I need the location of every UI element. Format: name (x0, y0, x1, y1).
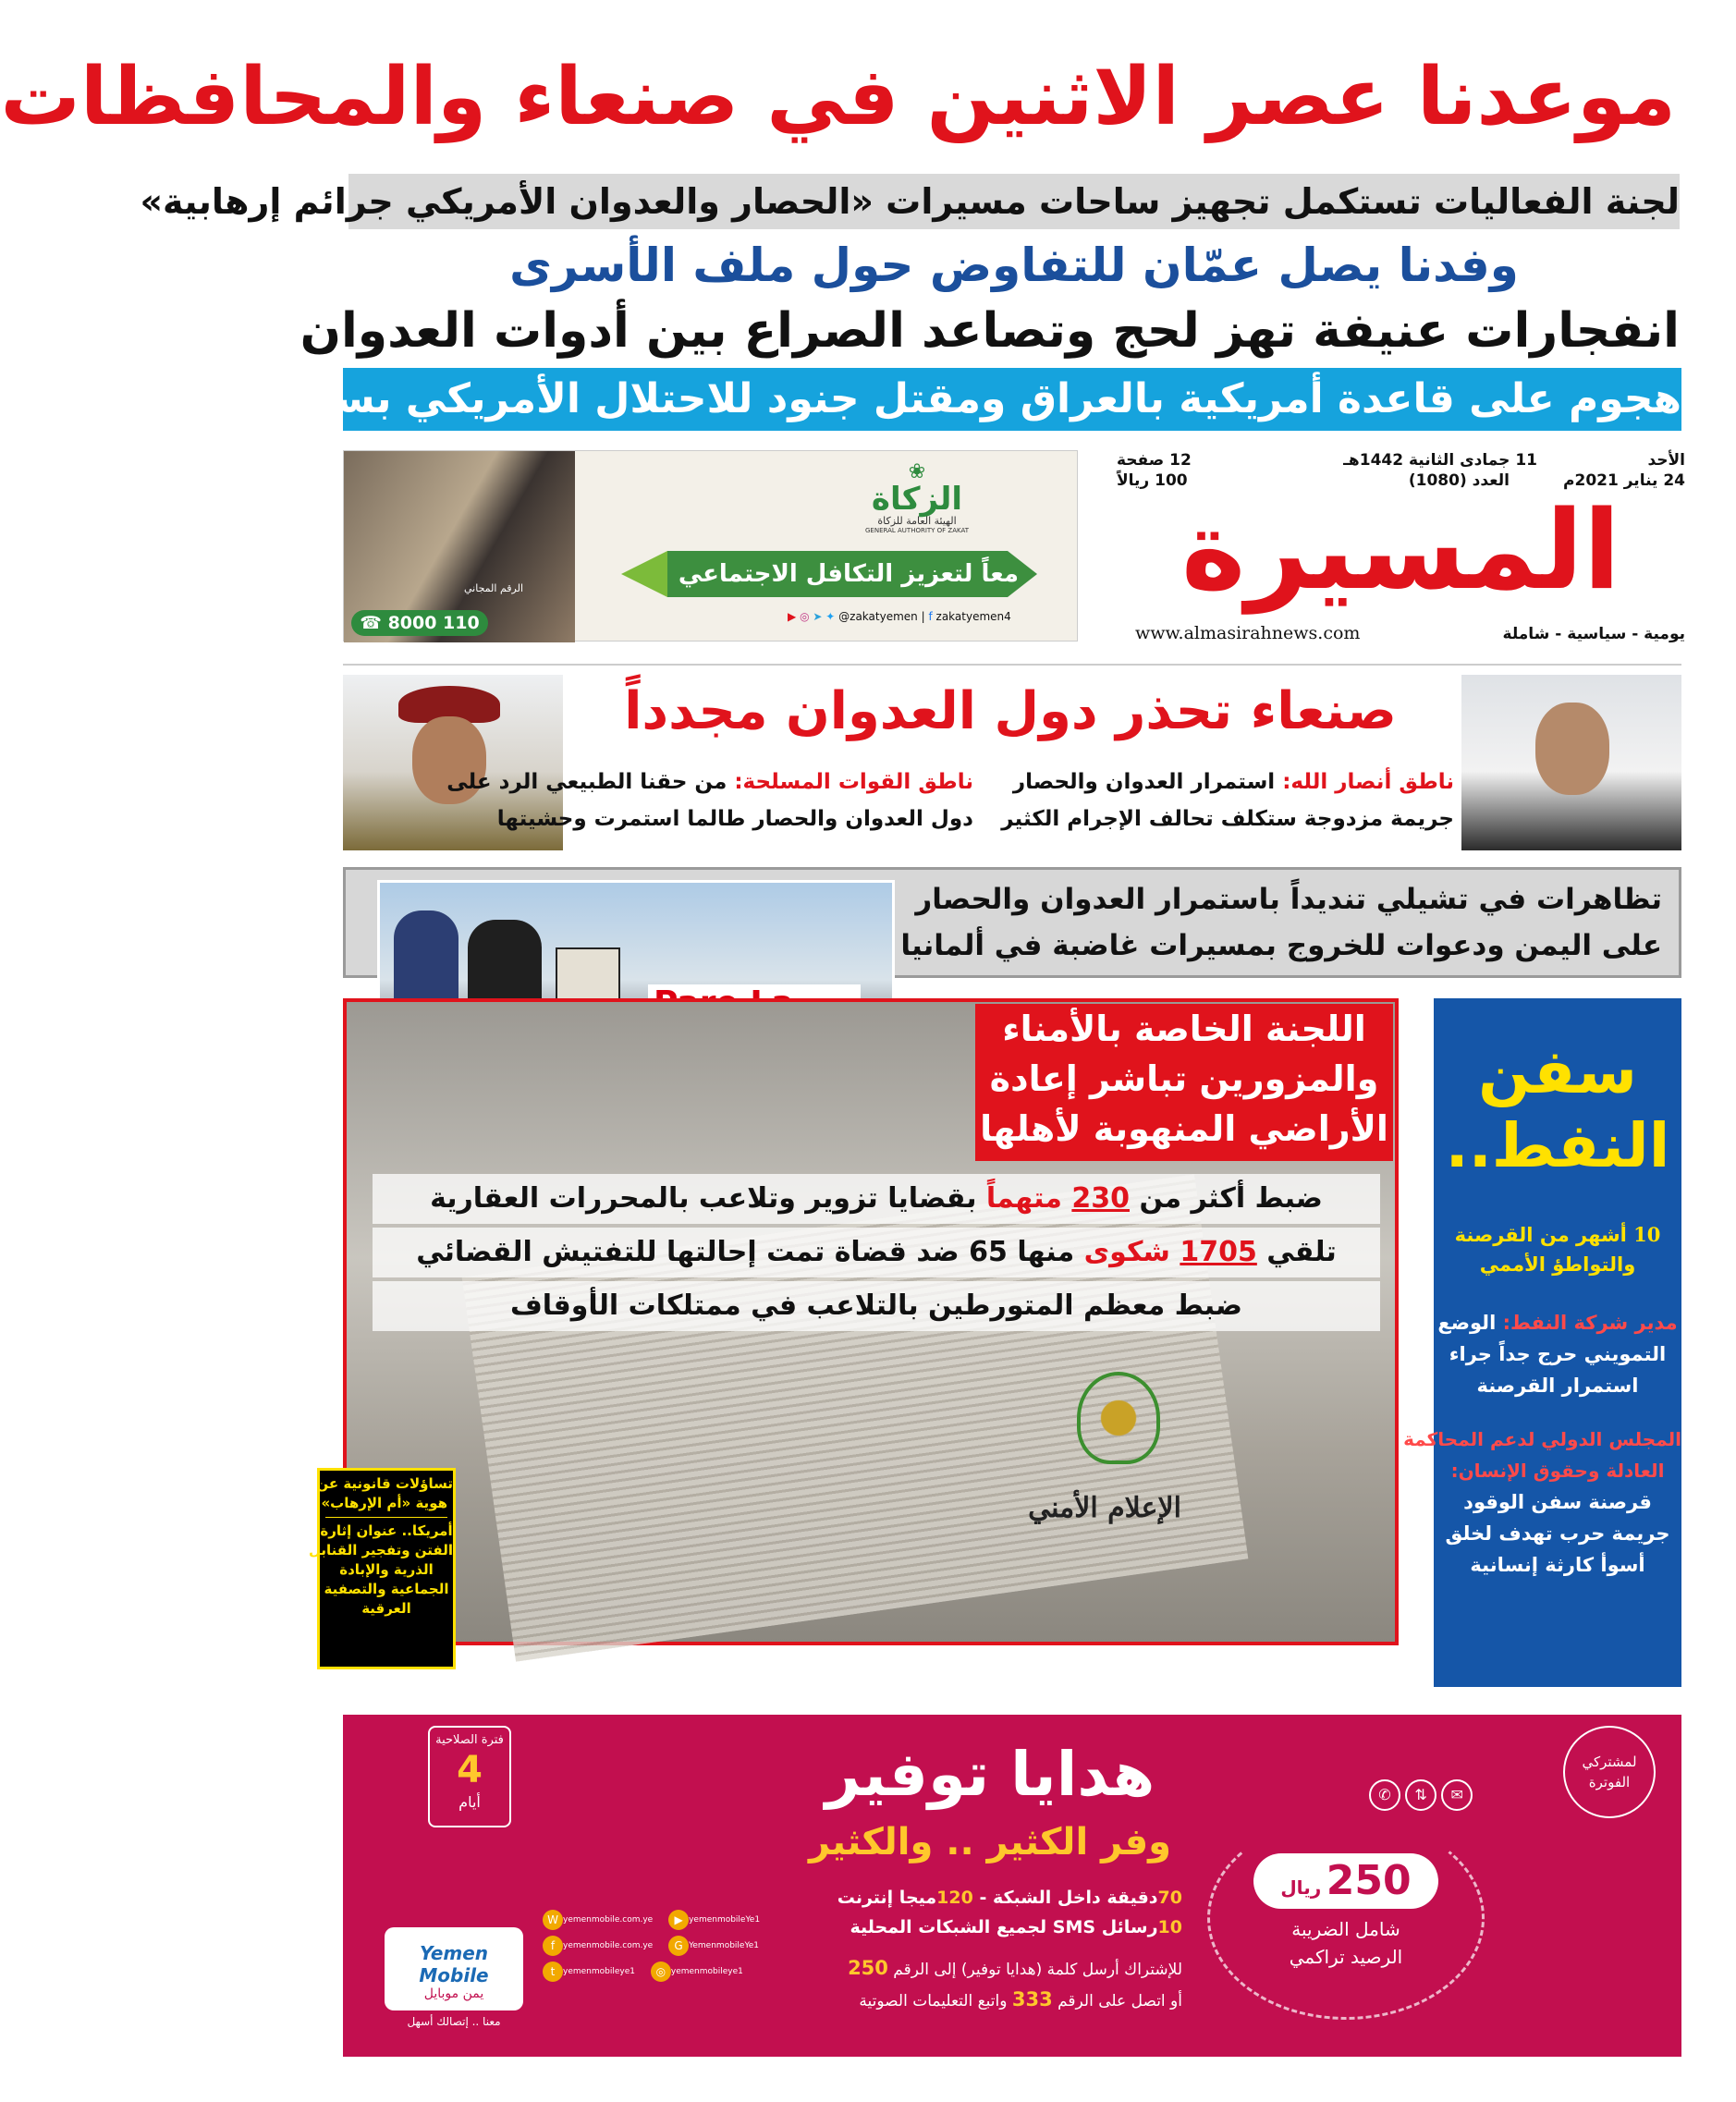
committee-bullet-1 (373, 1174, 1380, 1224)
yemen-mobile-logo (385, 1927, 523, 2010)
masthead-date-hijri: 11 جمادى الثانية 1442هـ (1343, 451, 1537, 470)
yellow-q2: هوية «أم الإرهاب» (325, 1494, 447, 1518)
oil-s3-label2: العادلة وحقوق الإنسان: (1450, 1460, 1665, 1482)
subheadline-explosions: انفجارات عنيفة تهز لحج وتصاعد الصراع بين أدوات العدوان (300, 303, 1680, 359)
website-icon[interactable]: W (543, 1910, 563, 1930)
masthead (1117, 444, 1685, 656)
yellow-a3: الذرية والإبادة (339, 1561, 434, 1578)
committee-title (975, 1004, 1393, 1161)
gplus-icon[interactable]: G (668, 1936, 689, 1956)
oil-sidebar (1403, 998, 1681, 1687)
price-num: 250 (1326, 1857, 1412, 1904)
portrait-right (1461, 675, 1681, 850)
oil-sub-3 (1403, 1424, 1681, 1581)
sub2-num: 333 (1011, 1988, 1053, 2010)
zakat-logo-text: الزكاة (871, 481, 963, 518)
sanaa-left-label: ناطق القوات المسلحة: (734, 770, 973, 794)
zakat-free-number-text: 8000 110 (387, 613, 480, 633)
yellow-a4: الجماعية والتصفية (324, 1581, 449, 1597)
ym-title: هدايا توفير (825, 1739, 1155, 1810)
zakat-social-page[interactable]: zakatyemen4 (935, 610, 1011, 623)
yellow-q1: تساؤلات قانونية عن (316, 1475, 453, 1492)
zakat-authority-en: GENERAL AUTHORITY OF ZAKAT (865, 527, 969, 534)
oil-s2-b: التمويني حرج جداً جراء (1449, 1343, 1667, 1365)
validity-label: فترة الصلاحية (435, 1733, 504, 1747)
yellow-a2: الفتن وتفجير القنابل (309, 1542, 453, 1558)
postpaid-line2: الفوترة (1588, 1774, 1631, 1790)
oil-s1-num: 10 (1633, 1223, 1661, 1246)
b1-post: بقضايا تزوير وتلاعب بالمحررات العقارية (430, 1182, 986, 1215)
oil-title-1: سفن (1478, 1036, 1637, 1107)
f2-t: رسائل SMS لجميع الشبكات المحلية (850, 1917, 1158, 1937)
subheadline-committee: لجنة الفعاليات تستكمل تجهيز ساحات مسيرات «الحصار والعدوان الأمريكي جرائم إرهابية» (348, 174, 1680, 229)
b2-num: 1705 (1180, 1236, 1257, 1268)
b2-post: منها 65 ضد قضاة تمت إحالتها للتفتيش القضائي (416, 1236, 1084, 1268)
subheadline-attack: هجوم على قاعدة أمريكية بالعراق ومقتل جنود للاحتلال الأمريكي بسوريا (343, 368, 1681, 431)
sub1-num: 250 (848, 1957, 888, 1979)
security-media-watermark: الإعلام الأمني (1028, 1492, 1181, 1524)
postpaid-circle (1563, 1726, 1656, 1818)
sms-icon[interactable]: ✉ (1441, 1779, 1473, 1811)
chile-line2: على اليمن ودعوات للخروج بمسيرات غاضبة في ألمانيا (900, 929, 1662, 962)
oil-s3-label1: المجلس الدولي لدعم المحاكمة (1403, 1428, 1681, 1450)
link-instagram[interactable]: yemenmobileye1 (670, 1967, 743, 1976)
phone-icon[interactable]: ✆ (1369, 1779, 1400, 1811)
committee-title-2: والمزورين تباشر إعادة (989, 1058, 1379, 1099)
ym-features (720, 1883, 1182, 2016)
price-tax: شامل الضريبة (1291, 1918, 1400, 1940)
f1-n2: 120 (936, 1888, 973, 1908)
main-headline: موعدنا عصر الاثنين في صنعاء والمحافظات (0, 51, 1676, 143)
yemen-mobile-ad[interactable] (343, 1715, 1681, 2057)
f2-n: 10 (1157, 1917, 1182, 1937)
zakat-logo (843, 460, 991, 534)
sanaa-right-label: ناطق أنصار الله: (1282, 770, 1454, 794)
subheadline-delegation: وفدنا يصل عمّان للتفاوض حول ملف الأسرى (509, 238, 1519, 292)
facebook-icon[interactable]: f (543, 1936, 563, 1956)
zakat-socials[interactable]: ▶ ◎ ➤ ✦ @zakatyemen | f zakatyemen4 (788, 610, 1011, 623)
ym-socials[interactable] (537, 1907, 759, 1985)
oil-s2-a: الوضع (1437, 1312, 1503, 1334)
b2-pre: تلقي (1256, 1236, 1337, 1268)
twitter-icon[interactable]: ✦ (825, 610, 836, 623)
masthead-price: 100 ريالاً (1117, 471, 1188, 490)
validity-num: 4 (457, 1749, 483, 1791)
brand-ar: يمن موبايل (423, 1986, 484, 2001)
oil-s1-b: والتواطؤ الأممي (1479, 1253, 1636, 1276)
contact-icons[interactable] (1369, 1779, 1508, 1811)
price-badge (1253, 1853, 1438, 1909)
sanaa-right-text1: استمرار العدوان والحصار (1012, 770, 1283, 794)
ym-subtitle: وفر الكثير .. والكثير (808, 1821, 1172, 1864)
zakat-leaf-icon: ❀ (908, 460, 926, 483)
masthead-pages: 12 صفحة (1117, 451, 1192, 470)
zakat-free-number: ☎ 8000 110 (351, 610, 488, 636)
zakat-ad[interactable] (343, 450, 1078, 642)
sanaa-headline: صنعاء تحذر دول العدوان مجدداً (624, 681, 1397, 741)
divider-line (343, 664, 1681, 666)
facebook-icon[interactable]: f (928, 610, 933, 623)
oil-s2-label: مدير شركة النفط: (1502, 1312, 1678, 1334)
masthead-website: www.almasirahnews.com (1135, 623, 1361, 643)
masthead-logo: المسيرة (1180, 486, 1621, 614)
b1-pre: ضبط أكثر من (1130, 1182, 1323, 1215)
chile-line1: تظاهرات في تشيلي تنديداً باستمرار العدوان والحصار (915, 883, 1662, 916)
masthead-date-greg: 24 يناير 2021م (1563, 471, 1685, 490)
yellow-a5: العرقية (361, 1600, 411, 1617)
youtube-icon[interactable]: ▶ (668, 1910, 689, 1930)
ym-motto: معنا .. إتصالك أسهل (407, 2015, 501, 2028)
sub2-pre: أو اتصل على الرقم (1052, 1992, 1182, 2010)
oil-sub-2 (1434, 1307, 1681, 1401)
telegram-icon[interactable]: ➤ (813, 610, 823, 623)
portrait-right-face (1535, 703, 1609, 795)
link-twitter[interactable]: yemenmobileye1 (563, 1967, 635, 1976)
instagram-icon[interactable]: ◎ (651, 1961, 671, 1982)
price-balance: الرصيد تراكمي (1289, 1946, 1403, 1968)
yellow-sidebar (309, 1468, 456, 1669)
oil-s3-c: أسوأ كارثة إنسانية (1470, 1554, 1645, 1576)
data-icon[interactable]: ⇅ (1405, 1779, 1436, 1811)
oil-title-2: النفط.. (1445, 1110, 1670, 1181)
b1-num: 230 (1071, 1182, 1130, 1215)
sanaa-left-statement (446, 764, 973, 837)
link-website[interactable]: yemenmobile.com.ye (563, 1915, 654, 1925)
committee-title-3: الأراضي المنهوبة لأهلها (980, 1108, 1388, 1149)
masthead-day: الأحد (1647, 451, 1685, 470)
sanaa-right-text2: جريمة مزدوجة ستكلف تحالف الإجرام الكثير (1001, 807, 1454, 831)
oil-s3-a: قرصنة سفن الوقود (1463, 1491, 1652, 1513)
oil-s3-b: جريمة حرب تهدف لخلق (1445, 1522, 1670, 1545)
brand-en: Yemen Mobile (419, 1942, 489, 1986)
postpaid-line1: لمشتركي (1582, 1754, 1637, 1770)
sanaa-right-statement (1001, 764, 1454, 837)
link-youtube[interactable]: yemenmobileYe1 (689, 1915, 761, 1925)
oil-sub-1 (1434, 1220, 1681, 1279)
zakat-authority-ar: الهيئة العامة للزكاة (877, 515, 957, 527)
b1-word: متهماً (985, 1182, 1072, 1215)
price-unit: ريال (1280, 1876, 1322, 1899)
validity-unit: أيام (458, 1793, 481, 1811)
committee-title-1: اللجنة الخاصة بالأمناء (1002, 1008, 1366, 1049)
sanaa-left-text2: دول العدوان والحصار طالما استمرت وحشيتها (496, 807, 973, 831)
masthead-issue: العدد (1080) (1408, 471, 1510, 490)
youtube-icon[interactable]: ▶ (788, 610, 797, 623)
instagram-icon[interactable]: ◎ (800, 610, 810, 623)
zakat-free-number-label: الرقم المجاني (464, 582, 524, 594)
yellow-a1: أمريكا.. عنوان إثارة (320, 1522, 453, 1539)
f1-t2: ميجا إنترنت (837, 1888, 937, 1908)
sub2-post: واتبع التعليمات الصوتية (859, 1992, 1012, 2010)
committee-bullet-2 (373, 1228, 1380, 1277)
chile-headline (900, 876, 1662, 969)
committee-bullet-3: ضبط معظم المتورطين بالتلاعب في ممتلكات الأوقاف (373, 1281, 1380, 1331)
link-facebook[interactable]: yemenmobile.com.ye (563, 1941, 654, 1950)
security-emblem-icon (1077, 1372, 1160, 1464)
zakat-social-handle[interactable]: @zakatyemen (838, 610, 918, 623)
sanaa-left-text1: من حقنا الطبيعي الرد على (446, 770, 735, 794)
oil-s1-a: أشهر من القرصنة (1454, 1224, 1634, 1246)
masthead-tagline: يومية - سياسية - شاملة (1502, 625, 1685, 643)
b2-word: شكوى (1083, 1236, 1180, 1268)
zakat-slogan: معاً لتعزيز التكافل الاجتماعي (678, 560, 1019, 588)
validity-badge (428, 1726, 511, 1827)
sub1-pre: للإشتراك أرسل كلمة (هدايا توفير) إلى الرقم (887, 1961, 1182, 1979)
link-gplus[interactable]: YemenmobileYe1 (689, 1941, 760, 1950)
f1-n1: 70 (1157, 1888, 1182, 1908)
twitter-icon[interactable]: t (543, 1961, 563, 1982)
zakat-arrow-tail (621, 551, 667, 597)
oil-s2-c: استمرار القرصنة (1476, 1375, 1639, 1397)
f1-t1: دقيقة داخل الشبكة - (972, 1888, 1158, 1908)
